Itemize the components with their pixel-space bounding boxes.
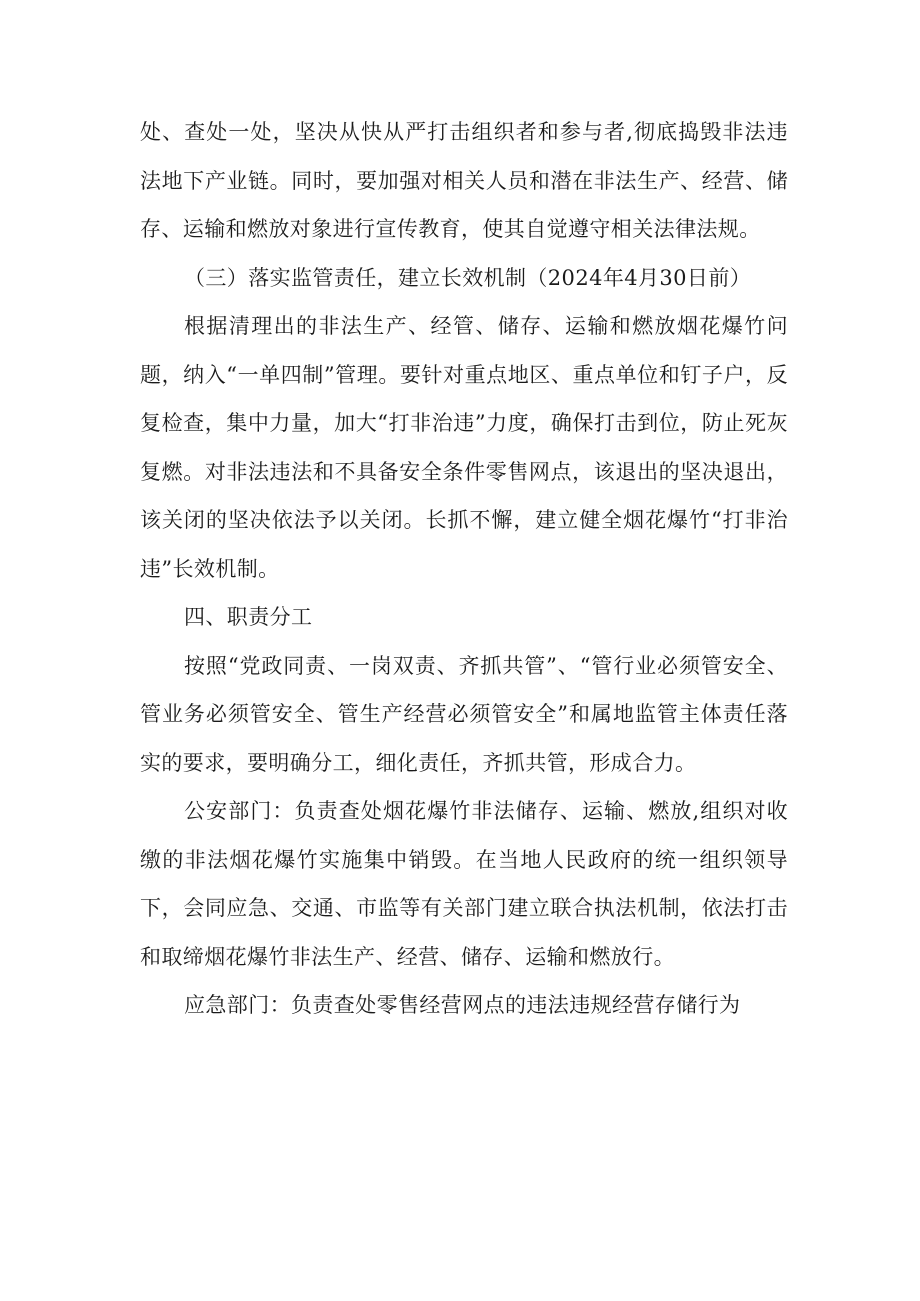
section-heading-supervision: （三）落实监管责任，建立长效机制（2024年4月30日前） bbox=[184, 265, 752, 290]
paragraph-responsibility-principles: 按照“党政同责、一岗双责、齐抓共管”、“管行业必须管安全、管业务必须管安全、管生产经营必须管安全”和属地监管主体责任落实的要求，要明确分工，细化责任，齐抓共管，形成合力。 bbox=[140, 653, 788, 775]
section-heading-responsibilities: 四、职责分工 bbox=[184, 605, 313, 629]
paragraph-public-security-duties: 公安部门：负责查处烟花爆竹非法储存、运输、燃放,组织对收缴的非法烟花爆竹实施集中销毁。在当地人民政府的统一组织领导下，会同应急、交通、市监等有关部门建立联合执法机制，依法打击和取缔烟花爆竹非法生产、经营、储存、运输和燃放行。 bbox=[140, 799, 788, 969]
paragraph-emergency-duties: 应急部门：负责查处零售经营网点的违法违规经营存储行为 bbox=[184, 993, 741, 1017]
paragraph-long-term-mechanism: 根据清理出的非法生产、经管、储存、运输和燃放烟花爆竹问题，纳入“一单四制”管理。要针对重点地区、重点单位和钉子户，反复检查，集中力量，加大“打非治违”力度，确保打击到位，防止死灰复燃。对非法违法和不具备安全条件零售网点，该退出的坚决退出，该关闭的坚决依法予以关闭。长抓不懈，建立健全烟花爆竹“打非治违”长效机制。 bbox=[140, 314, 788, 581]
paragraph-crackdown-continued: 处、查处一处，坚决从快从严打击组织者和参与者,彻底捣毁非法违法地下产业链。同时，要加强对相关人员和潜在非法生产、经营、储存、运输和燃放对象进行宣传教育，使其自觉遵守相关法律法规。 bbox=[140, 120, 788, 241]
document-body bbox=[140, 108, 788, 1030]
